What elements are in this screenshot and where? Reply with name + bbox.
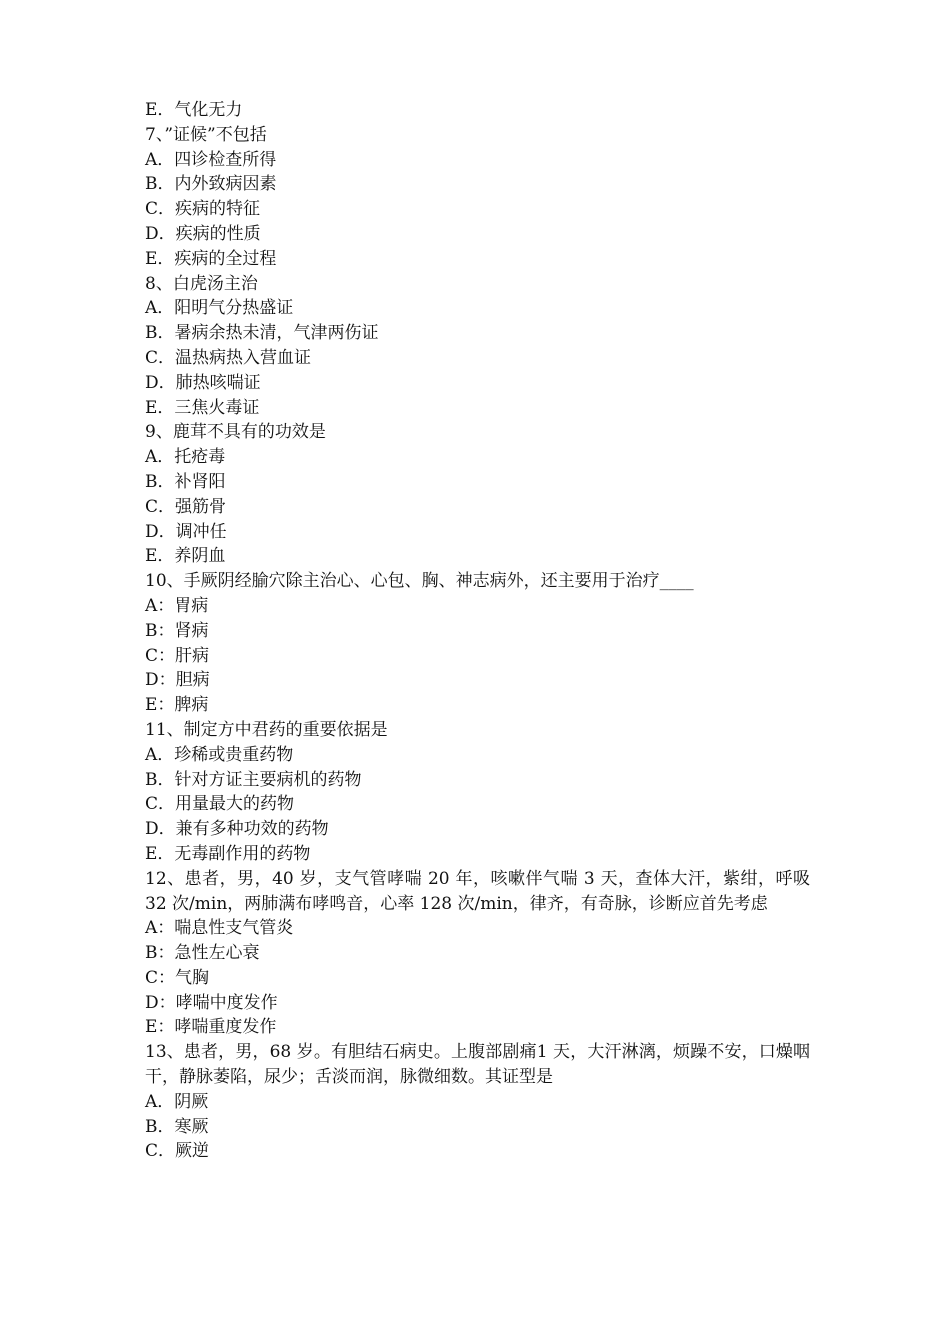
option-line: C．疾病的特征 <box>145 199 261 220</box>
question-stem: 12、患者，男，40 岁，支气管哮喘 20 年，咳嗽伴气喘 3 天，查体大汗，紫绀，呼吸 32 次/min，两肺满布哮鸣音，心率 128 次/min，律齐，有奇脉，诊断应首先考虑 <box>145 868 810 914</box>
option-line: C．厥逆 <box>145 1141 210 1162</box>
option-line: B．内外致病因素 <box>145 174 277 195</box>
option-line: B．补肾阳 <box>145 471 226 492</box>
option-line: A：喘息性支气管炎 <box>145 918 294 939</box>
option-line: A．珍稀或贵重药物 <box>145 744 294 765</box>
option-line: A：胃病 <box>145 595 209 616</box>
option-line: C：肝病 <box>145 645 210 666</box>
option-line: D：胆病 <box>145 670 210 691</box>
question-stem: 13、患者，男，68 岁。有胆结石病史。上腹部剧痛1 天，大汗淋漓，烦躁不安，口燥咽干，静脉萎陷，尿少；舌淡而润，脉微细数。其证型是 <box>145 1042 810 1088</box>
option-line: D．疾病的性质 <box>145 223 261 244</box>
option-line: D．兼有多种功效的药物 <box>145 819 329 840</box>
option-line: E．疾病的全过程 <box>145 248 277 269</box>
option-line: E．三焦火毒证 <box>145 397 260 418</box>
option-line: D：哮喘中度发作 <box>145 992 278 1013</box>
question-stem: 7、”证候”不包括 <box>145 124 267 145</box>
option-line: E：脾病 <box>145 695 209 716</box>
option-line: A．阴厥 <box>145 1091 209 1112</box>
option-line: B．暑病余热未清，气津两伤证 <box>145 323 379 344</box>
option-line: C．温热病热入营血证 <box>145 347 312 368</box>
option-line: C．用量最大的药物 <box>145 794 295 815</box>
document-page <box>145 98 810 1164</box>
option-line: B．针对方证主要病机的药物 <box>145 769 362 790</box>
question-stem: 9、鹿茸不具有的功效是 <box>145 422 326 443</box>
question-stem: 8、白虎汤主治 <box>145 273 258 294</box>
option-line: B：急性左心衰 <box>145 943 260 964</box>
option-line: E：哮喘重度发作 <box>145 1017 277 1038</box>
option-line: A．阳明气分热盛证 <box>145 298 294 319</box>
question-stem: 10、手厥阴经腧穴除主治心、心包、胸、神志病外，还主要用于治疗____ <box>145 571 694 592</box>
option-line: D．肺热咳喘证 <box>145 372 261 393</box>
option-line: B．寒厥 <box>145 1116 209 1137</box>
option-line: D．调冲任 <box>145 521 227 542</box>
option-line: B：肾病 <box>145 620 209 641</box>
option-line: A．四诊检查所得 <box>145 149 277 170</box>
option-line: E．无毒副作用的药物 <box>145 843 311 864</box>
option-line: E．气化无力 <box>145 100 243 120</box>
option-line: C：气胸 <box>145 967 210 988</box>
option-line: C．强筋骨 <box>145 496 227 517</box>
option-line: E．养阴血 <box>145 546 226 567</box>
question-stem: 11、制定方中君药的重要依据是 <box>145 719 388 740</box>
option-line: A．托疮毒 <box>145 447 226 468</box>
